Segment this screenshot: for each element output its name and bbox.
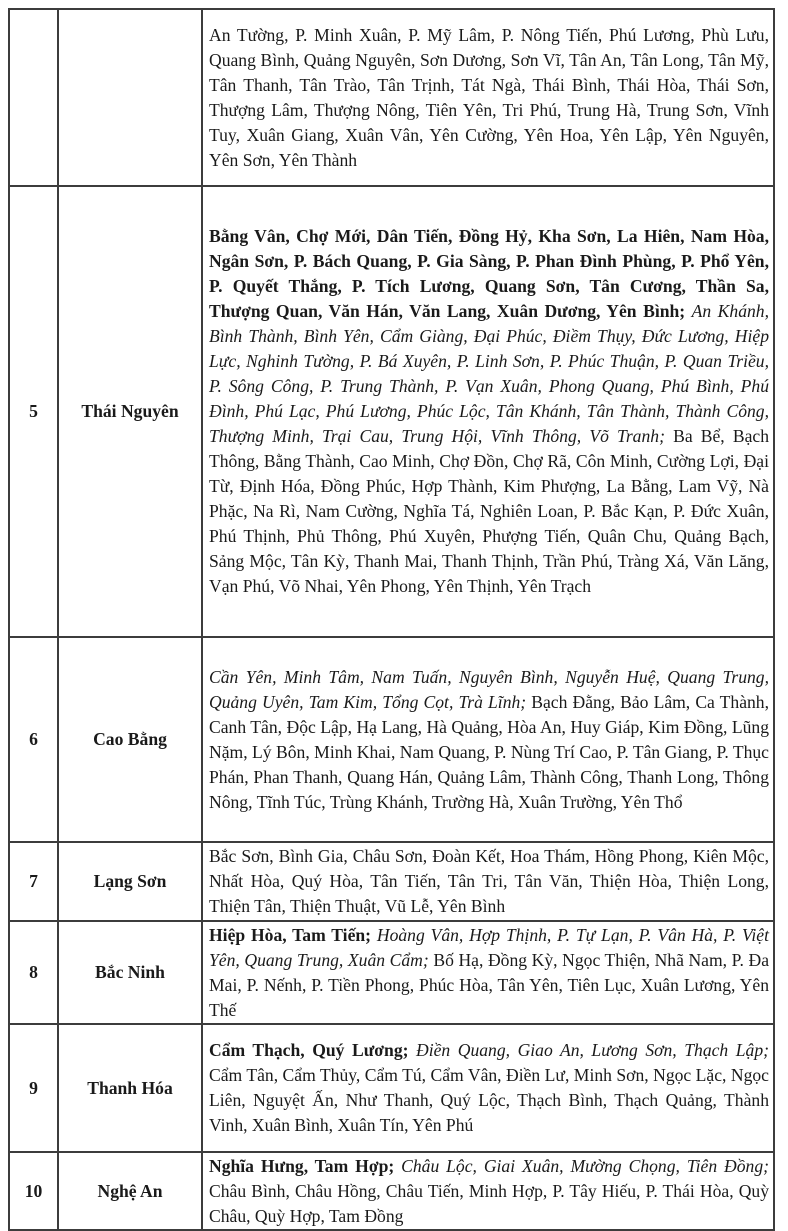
communes-normal: Ba Bể, Bạch Thông, Bằng Thành, Cao Minh, Chợ Đồn, Chợ Rã, Côn Minh, Cường Lợi, Đại Từ, Định Hóa, Đồng Phúc, Hợp Thành, Kim Phượng, La Bằng, Lam Vỹ, Nà Phặc, Na Rì, Nam Cường, Nghĩa Tá, Nghiên Loan, P. Bắc Kạn, P. Đức Xuân, Phú Thịnh, Phủ Thông, Phú Xuyên, Phượng Tiến, Quân Chu, Quảng Bạch, Sảng Mộc, Tân Kỳ, Thanh Mai, Thanh Thịnh, Trần Phú, Tràng Xá, Văn Lăng, Vạn Phú, Võ Nhai, Yên Phong, Yên Thịnh, Yên Trạch — [209, 426, 769, 596]
province-name: Cao Bằng — [58, 637, 202, 842]
commune-list — [202, 9, 774, 186]
table-row — [9, 1024, 774, 1152]
commune-list — [202, 921, 774, 1024]
row-number — [9, 9, 58, 186]
table-row — [9, 9, 774, 186]
communes-italic: Cần Yên, Minh Tâm, Nam Tuấn, Nguyên Bình, Nguyễn Huệ, Quang Trung, Quảng Uyên, Tam Kim, Tổng Cọt, Trà Lĩnh; — [209, 666, 769, 712]
province-name: Bắc Ninh — [58, 921, 202, 1024]
communes-italic: Điền Quang, Giao An, Lương Sơn, Thạch Lập; — [416, 1040, 769, 1060]
province-name: Nghệ An — [58, 1152, 202, 1230]
communes-italic: Châu Lộc, Giai Xuân, Mường Chọng, Tiên Đồng; — [401, 1155, 769, 1176]
row-number: 6 — [9, 637, 58, 842]
communes-normal: Bắc Sơn, Bình Gia, Châu Sơn, Đoàn Kết, Hoa Thám, Hồng Phong, Kiên Mộc, Nhất Hòa, Quý Hòa, Tân Tiến, Tân Tri, Tân Văn, Thiện Hòa, Thiện Long, Thiện Tân, Thiện Thuật, Vũ Lễ, Yên Bình — [209, 846, 769, 916]
province-name: Thái Nguyên — [58, 186, 202, 637]
province-name — [58, 9, 202, 186]
province-name: Lạng Sơn — [58, 842, 202, 921]
commune-list — [202, 842, 774, 921]
communes-normal: Bố Hạ, Đồng Kỳ, Ngọc Thiện, Nhã Nam, P. Đa Mai, P. Nếnh, P. Tiền Phong, Phúc Hòa, Tân Yên, Tiên Lục, Xuân Lương, Yên Thế — [209, 949, 770, 1020]
table-row — [9, 637, 774, 842]
communes-italic: Hoàng Vân, Hợp Thịnh, P. Tự Lạn, P. Vân Hà, P. Việt Yên, Quang Trung, Xuân Cẩm; — [209, 924, 769, 970]
communes-italic: An Khánh, Bình Thành, Bình Yên, Cẩm Giàng, Đại Phúc, Điềm Thụy, Đức Lương, Hiệp Lực, Nghinh Tường, P. Bá Xuyên, P. Linh Sơn, P. Phúc Thuận, P. Quan Triều, P. Sông Công, P. Trung Thành, P. Vạn Xuân, Phong Quang, Phú Bình, Phú Đình, Phú Lạc, Phú Lương, Phúc Lộc, Tân Khánh, Tân Thành, Thành Công, Thượng Minh, Trại Cau, Trung Hội, Vĩnh Thông, Võ Tranh; — [209, 301, 769, 446]
row-number: 8 — [9, 921, 58, 1024]
commune-list — [202, 1024, 774, 1152]
table-row — [9, 921, 774, 1024]
communes-bold: Hiệp Hòa, Tam Tiến; — [209, 924, 377, 945]
table-row — [9, 186, 774, 637]
communes-normal: Cẩm Tân, Cẩm Thủy, Cẩm Tú, Cẩm Vân, Điền Lư, Minh Sơn, Ngọc Lặc, Ngọc Liên, Nguyệt Ấn, Như Thanh, Quý Lộc, Thạch Bình, Thạch Quảng, Thành Vinh, Xuân Bình, Xuân Tín, Yên Phú — [209, 1065, 769, 1135]
row-number: 10 — [9, 1152, 58, 1230]
communes-bold: Cẩm Thạch, Quý Lương; — [209, 1040, 417, 1060]
row-number: 5 — [9, 186, 58, 637]
table-row — [9, 842, 774, 921]
row-number: 7 — [9, 842, 58, 921]
communes-bold: Bằng Vân, Chợ Mới, Dân Tiến, Đồng Hỷ, Kha Sơn, La Hiên, Nam Hòa, Ngân Sơn, P. Bách Quang, P. Gia Sàng, P. Phan Đình Phùng, P. Phổ Yên, P. Quyết Thắng, P. Tích Lương, Quang Sơn, Tân Cương, Thần Sa, Thượng Quan, Văn Hán, Văn Lang, Xuân Dương, Yên Bình; — [209, 226, 769, 321]
commune-list — [202, 186, 774, 637]
row-number: 9 — [9, 1024, 58, 1152]
communes-normal: Châu Bình, Châu Hồng, Châu Tiến, Minh Hợp, P. Tây Hiếu, P. Thái Hòa, Quỳ Châu, Quỳ Hợp, Tam Đồng — [209, 1180, 769, 1226]
communes-normal: An Tường, P. Minh Xuân, P. Mỹ Lâm, P. Nông Tiến, Phú Lương, Phù Lưu, Quang Bình, Quảng Nguyên, Sơn Dương, Sơn Vĩ, Tân An, Tân Long, Tân Mỹ, Tân Thanh, Tân Trào, Tân Trịnh, Tát Ngà, Thái Bình, Thái Hòa, Thái Sơn, Thượng Lâm, Thượng Nông, Tiên Yên, Tri Phú, Trung Hà, Trung Sơn, Vĩnh Tuy, Xuân Giang, Xuân Vân, Yên Cường, Yên Hoa, Yên Lập, Yên Nguyên, Yên Sơn, Yên Thành — [209, 24, 769, 170]
communes-normal: Bạch Đằng, Bảo Lâm, Ca Thành, Canh Tân, Độc Lập, Hạ Lang, Hà Quảng, Hòa An, Huy Giáp, Kim Đồng, Lũng Nặm, Lý Bôn, Minh Khai, Nam Quang, P. Nùng Trí Cao, P. Tân Giang, P. Thục Phán, Phan Thanh, Quang Hán, Quảng Lâm, Thành Công, Thanh Long, Thông Nông, Tĩnh Túc, Trùng Khánh, Trường Hà, Xuân Trường, Yên Thổ — [209, 691, 769, 812]
document-page — [8, 8, 775, 1231]
table-row — [9, 1152, 774, 1230]
commune-list — [202, 1152, 774, 1230]
commune-list-table — [8, 8, 775, 1231]
commune-list — [202, 637, 774, 842]
communes-bold: Nghĩa Hưng, Tam Hợp; — [209, 1155, 402, 1176]
province-name: Thanh Hóa — [58, 1024, 202, 1152]
